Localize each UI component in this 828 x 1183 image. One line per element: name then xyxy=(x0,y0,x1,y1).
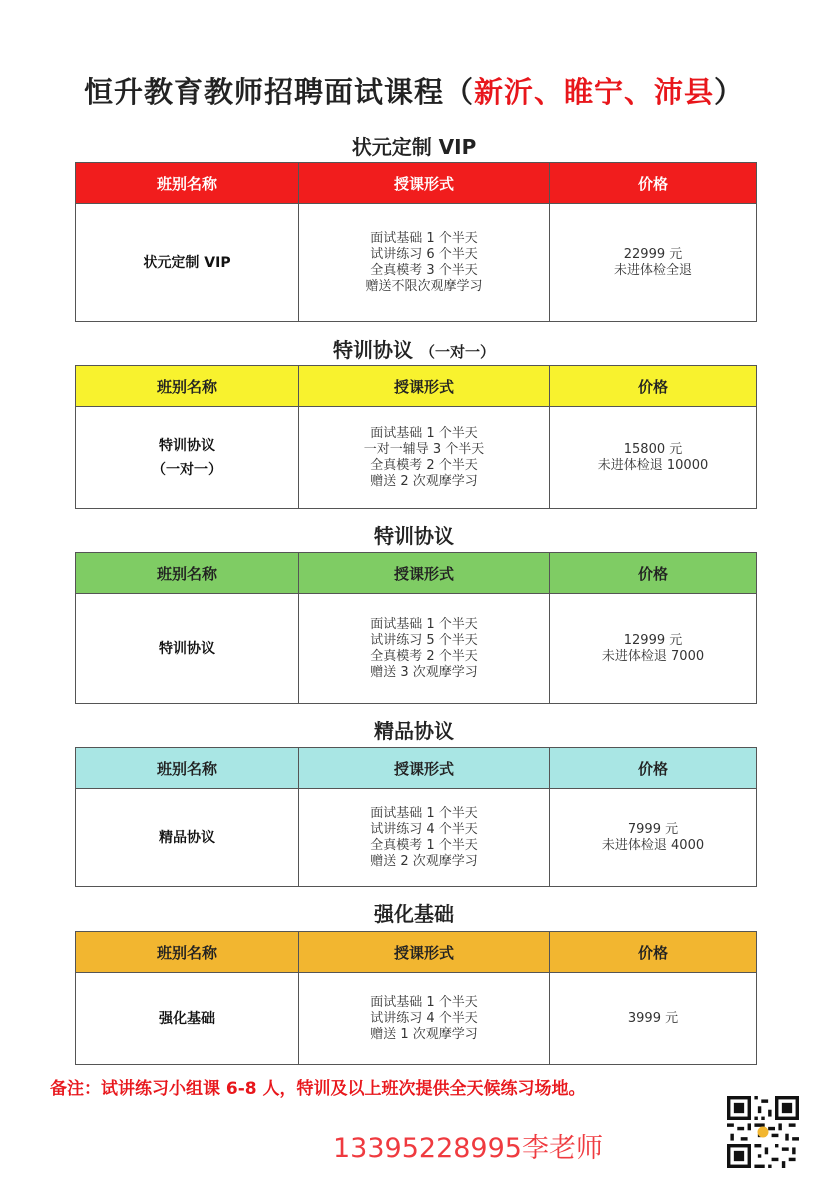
format-cell: 面试基础 1 个半天 试讲练习 6 个半天 全真模考 3 个半天 赠送不限次观摩学习 xyxy=(299,204,550,322)
qr-logo xyxy=(758,1127,769,1138)
format-cell: 面试基础 1 个半天 试讲练习 4 个半天 全真模考 1 个半天 赠送 2 次观摩学习 xyxy=(299,789,550,887)
table-header-row xyxy=(76,932,757,973)
column-header-name: 班别名称 xyxy=(76,163,299,204)
price-table-premium xyxy=(75,747,757,887)
section-title-special: 特训协议 xyxy=(374,524,454,548)
column-header-format: 授课形式 xyxy=(299,748,550,789)
section-title-one-on-one: 特训协议 （一对一） xyxy=(333,338,495,362)
table-row xyxy=(76,594,757,704)
column-header-format: 授课形式 xyxy=(299,366,550,407)
class-name-cell: 精品协议 xyxy=(76,789,299,887)
section-title-premium: 精品协议 xyxy=(374,719,454,743)
footer-note: 备注：试讲练习小组课 6-8 人，特训及以上班次提供全天候练习场地。 xyxy=(50,1079,586,1099)
qr-code-icon xyxy=(727,1096,799,1168)
class-name-cell: 强化基础 xyxy=(76,973,299,1065)
column-header-name: 班别名称 xyxy=(76,366,299,407)
price-cell: 7999 元 未进体检退 4000 xyxy=(550,789,757,887)
title-regions: 新沂、睢宁、沛县 xyxy=(473,75,714,109)
section-title-vip: 状元定制 VIP xyxy=(351,135,477,159)
class-name-cell: 特训协议 （一对一） xyxy=(76,407,299,509)
column-header-price: 价格 xyxy=(550,932,757,973)
class-name-cell: 状元定制 VIP xyxy=(76,204,299,322)
section-title-basic: 强化基础 xyxy=(374,902,454,926)
price-cell: 3999 元 xyxy=(550,973,757,1065)
column-header-price: 价格 xyxy=(550,553,757,594)
table-row xyxy=(76,973,757,1065)
price-table-basic xyxy=(75,931,757,1065)
column-header-name: 班别名称 xyxy=(76,932,299,973)
format-cell: 面试基础 1 个半天 试讲练习 4 个半天 赠送 1 次观摩学习 xyxy=(299,973,550,1065)
column-header-format: 授课形式 xyxy=(299,932,550,973)
price-cell: 15800 元 未进体检退 10000 xyxy=(550,407,757,509)
column-header-price: 价格 xyxy=(550,366,757,407)
table-header-row xyxy=(76,553,757,594)
table-row xyxy=(76,789,757,887)
price-table-one-on-one xyxy=(75,365,757,509)
format-cell: 面试基础 1 个半天 试讲练习 5 个半天 全真模考 2 个半天 赠送 3 次观摩学习 xyxy=(299,594,550,704)
class-name-cell: 特训协议 xyxy=(76,594,299,704)
price-cell: 12999 元 未进体检退 7000 xyxy=(550,594,757,704)
table-header-row xyxy=(76,748,757,789)
table-header-row xyxy=(76,366,757,407)
contact-phone: 13395228995李老师 xyxy=(333,1133,603,1164)
format-cell: 面试基础 1 个半天 一对一辅导 3 个半天 全真模考 2 个半天 赠送 2 次观摩学习 xyxy=(299,407,550,509)
table-header-row xyxy=(76,163,757,204)
price-table-special xyxy=(75,552,757,704)
column-header-format: 授课形式 xyxy=(299,163,550,204)
column-header-price: 价格 xyxy=(550,748,757,789)
price-cell: 22999 元 未进体检全退 xyxy=(550,204,757,322)
column-header-price: 价格 xyxy=(550,163,757,204)
table-row xyxy=(76,204,757,322)
page-title: 恒升教育教师招聘面试课程（新沂、睢宁、沛县） xyxy=(83,75,745,109)
column-header-format: 授课形式 xyxy=(299,553,550,594)
price-table-vip xyxy=(75,162,757,322)
column-header-name: 班别名称 xyxy=(76,553,299,594)
column-header-name: 班别名称 xyxy=(76,748,299,789)
table-row xyxy=(76,407,757,509)
